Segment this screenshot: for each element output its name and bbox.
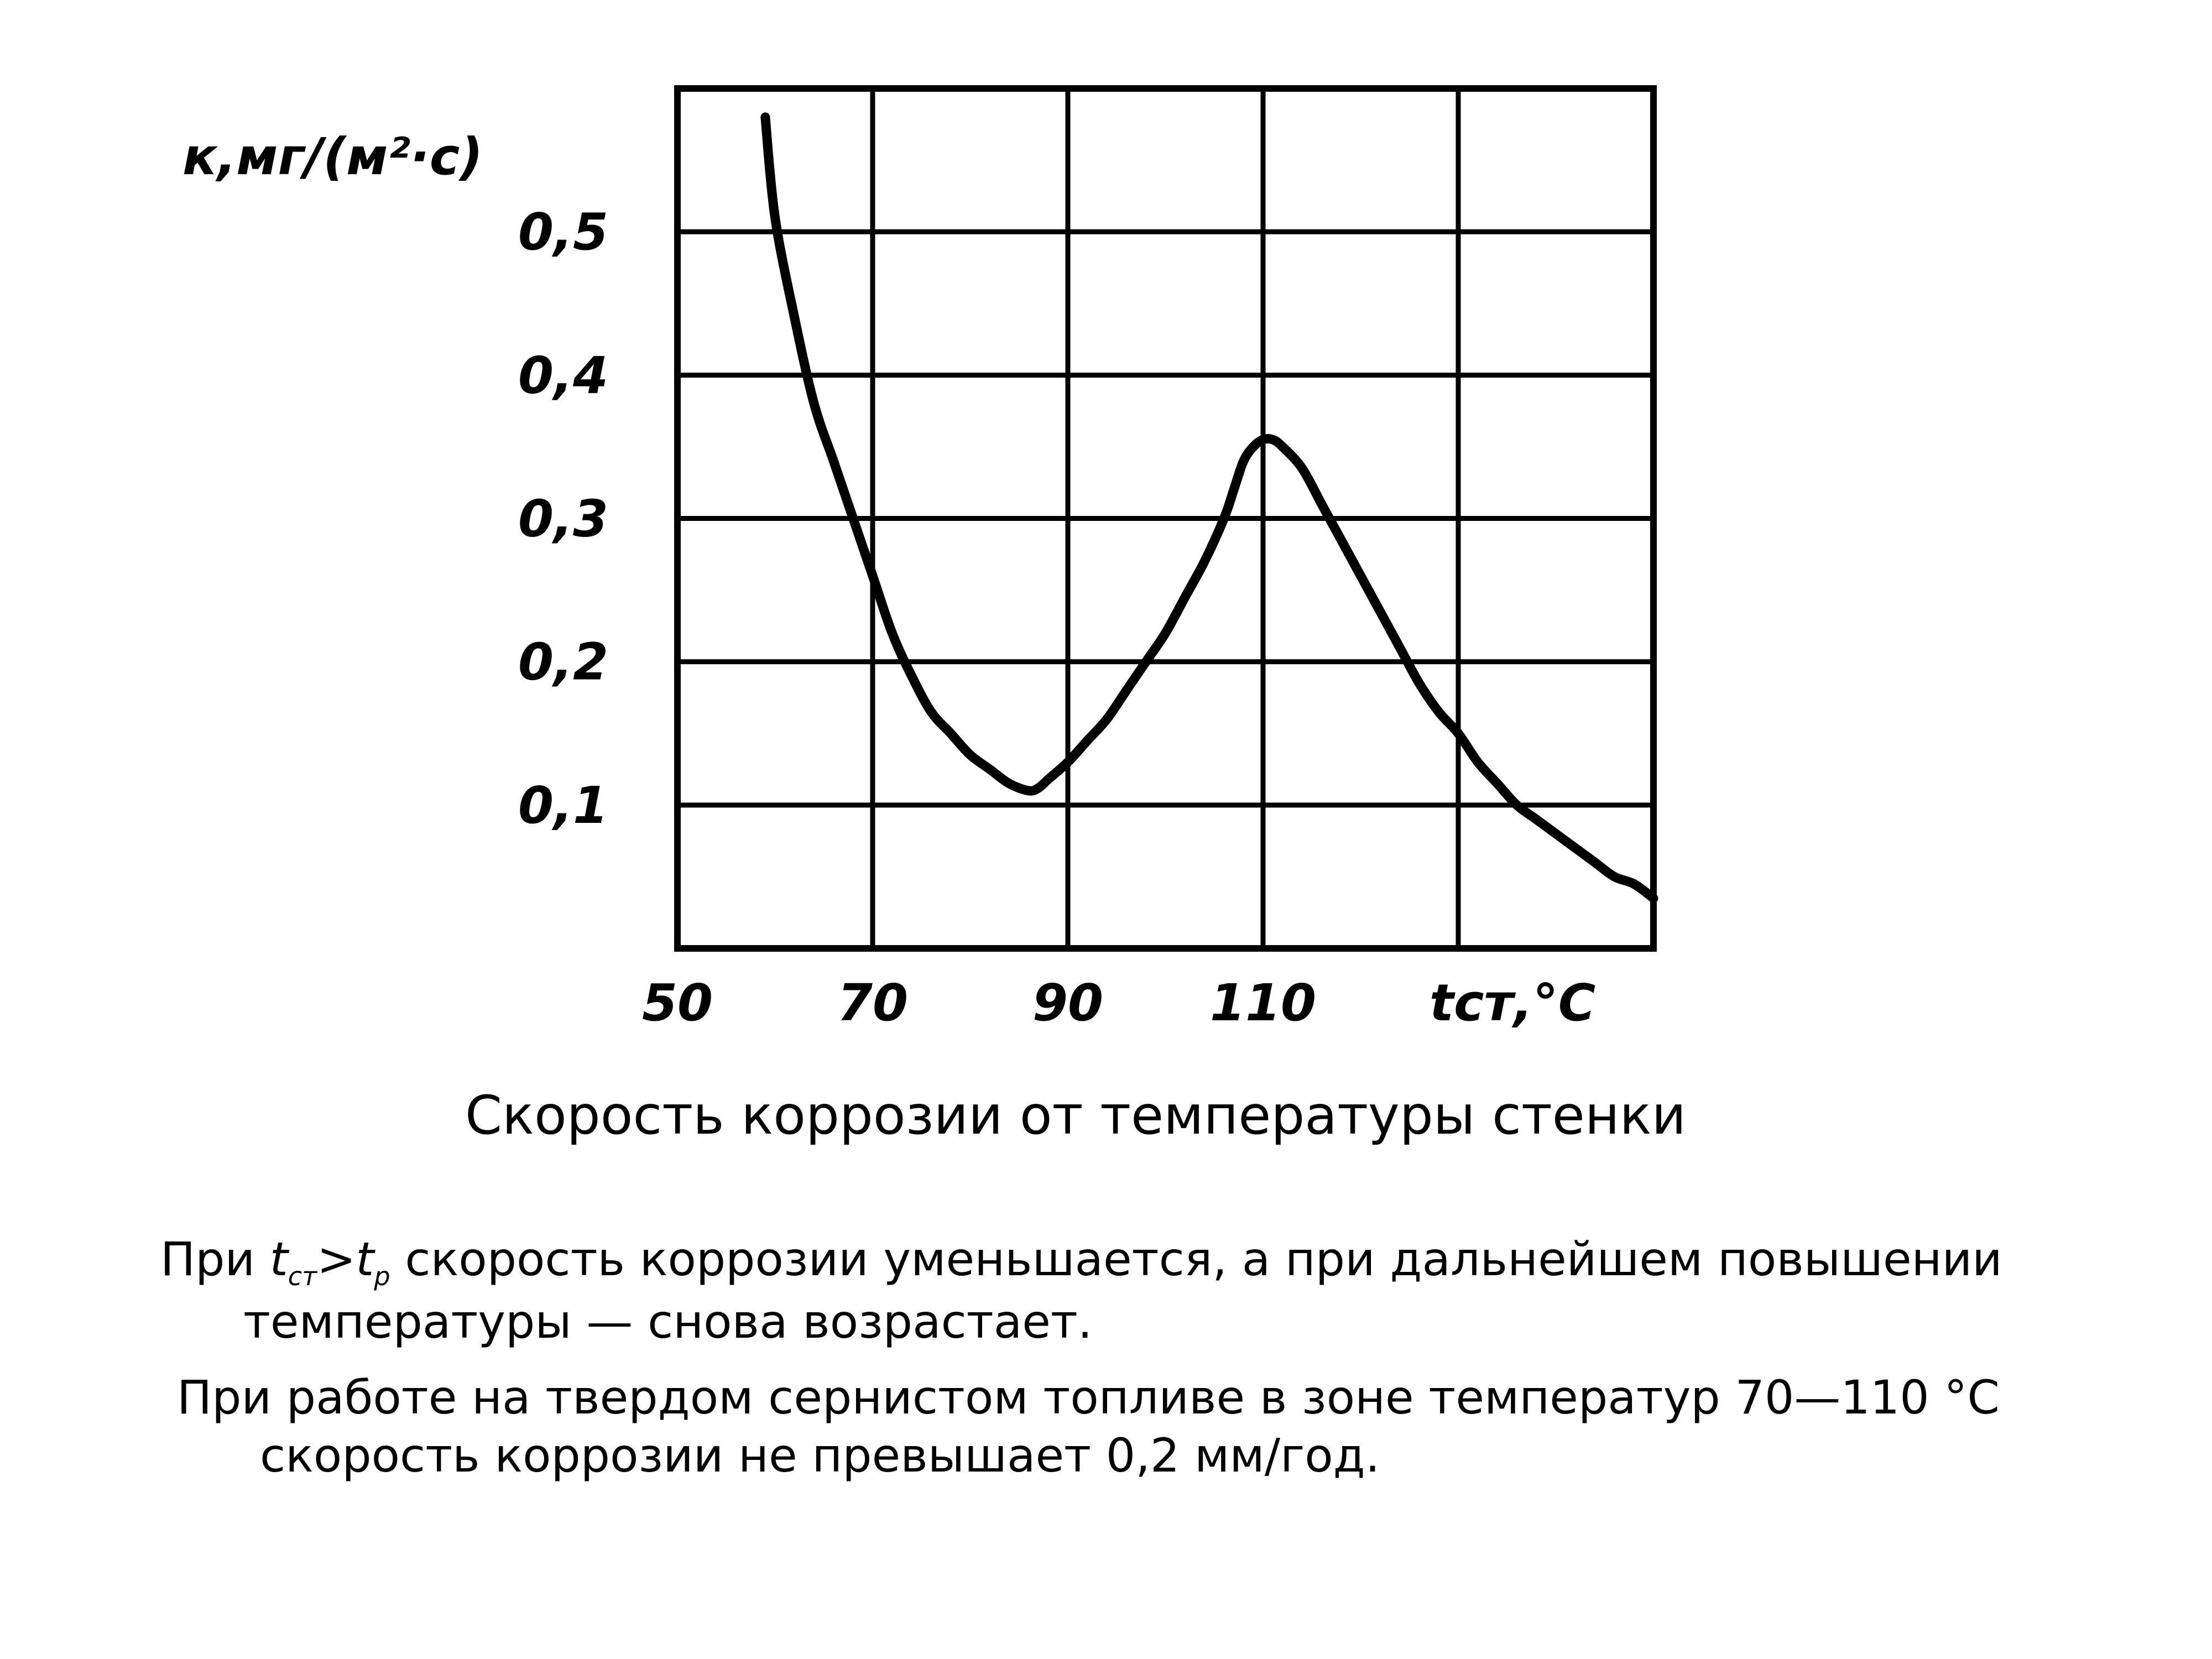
symbol-t-dew [356, 1232, 390, 1291]
x-axis-label: tст,°С [1430, 973, 1596, 1032]
paragraph-temperature-effect [160, 1230, 2162, 1351]
symbol-t-wall-subscript: ст [288, 1261, 317, 1291]
x-tick-label: 110 [1209, 973, 1317, 1032]
chart-grid [677, 88, 1653, 948]
y-tick-label: 0,2 [518, 632, 608, 692]
symbol-t-dew-letter: t [356, 1232, 374, 1286]
y-tick-label: 0,5 [518, 202, 608, 262]
y-tick-label: 0,4 [518, 346, 608, 405]
x-tick-label: 70 [837, 973, 909, 1032]
x-tick-label: 90 [1032, 973, 1104, 1032]
series-line-0 [765, 117, 1653, 898]
symbol-t-wall [269, 1232, 317, 1291]
symbol-t-dew-subscript: р [374, 1261, 390, 1291]
chart-series [765, 117, 1653, 898]
y-tick-label: 0,3 [518, 489, 608, 549]
paragraph-prefix: При [160, 1232, 270, 1286]
x-tick-label: 50 [641, 973, 713, 1032]
y-tick-label: 0,1 [518, 775, 608, 835]
greater-than-sign: > [317, 1232, 356, 1286]
chart-caption: Скорость коррозии от температуры стенки [465, 1084, 1686, 1146]
y-axis-label: к,мг/(м²·с) [182, 127, 483, 186]
chart-ticks [518, 202, 1316, 1032]
symbol-t-wall-letter: t [269, 1232, 288, 1286]
paragraph-rest: скорость коррозии уменьшается, а при дальнейшем повышении температуры — снова возрастает. [243, 1232, 2002, 1349]
paragraph-sulfur-fuel: При работе на твердом сернистом топливе в зоне температур 70—110 °С скорость коррозии не превышает 0,2 мм/год. [177, 1370, 2000, 1483]
